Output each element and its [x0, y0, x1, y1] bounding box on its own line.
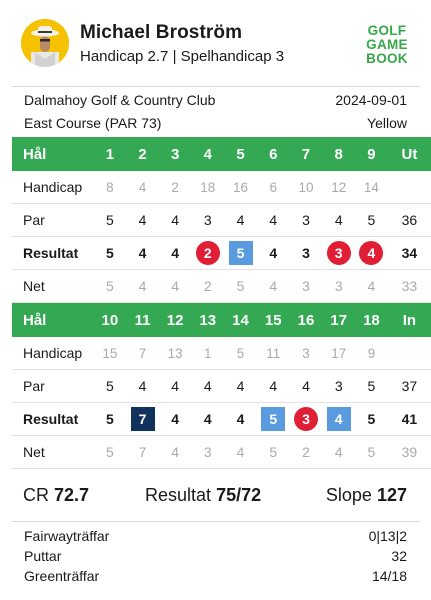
stat-value: 32	[391, 548, 407, 564]
player-avatar[interactable]	[21, 19, 69, 67]
hole-handicap: 18	[191, 171, 224, 204]
net-total: 33	[388, 270, 431, 303]
handicap-label: Handicap	[12, 171, 94, 204]
hole-par: 4	[126, 370, 159, 403]
hole-number: 15	[257, 303, 290, 338]
hole-par: 4	[191, 370, 224, 403]
hole-number-total: Ut	[388, 137, 431, 171]
hole-number: 7	[290, 137, 323, 171]
birdie-score-marker: 4	[359, 241, 383, 265]
hole-net: 4	[159, 436, 192, 469]
hole-par: 4	[224, 204, 257, 237]
hole-handicap: 1	[191, 337, 224, 370]
hole-number: 2	[126, 137, 159, 171]
hole-net: 5	[257, 436, 290, 469]
round-date: 2024-09-01	[335, 92, 407, 108]
hole-net: 4	[159, 270, 192, 303]
stat-row-greens	[0, 568, 431, 588]
result-label: Resultat	[12, 403, 94, 436]
result-value: 75/72	[216, 485, 262, 505]
hole-net: 7	[126, 436, 159, 469]
hole-result: 4	[126, 237, 159, 270]
hole-par: 4	[224, 370, 257, 403]
hole-result: 4	[224, 403, 257, 436]
par-total: 36	[388, 204, 431, 237]
hole-par: 5	[355, 204, 388, 237]
net-label: Net	[12, 270, 94, 303]
hole-handicap: 16	[224, 171, 257, 204]
hole-handicap: 14	[355, 171, 388, 204]
hole-net: 4	[257, 270, 290, 303]
birdie-score-marker: 3	[294, 407, 318, 431]
bogey-score-marker: 4	[327, 407, 351, 431]
hole-number: 11	[126, 303, 159, 338]
player-name: Michael Broström	[80, 22, 243, 43]
hole-result: 5	[94, 237, 127, 270]
logo-line-2: GAME	[366, 37, 408, 52]
hole-net: 3	[290, 270, 323, 303]
stat-value: 14/18	[371, 568, 407, 584]
logo-line-3: BOOK	[366, 51, 408, 66]
hole-handicap: 11	[257, 337, 290, 370]
slope-label: Slope	[325, 485, 372, 505]
hole-result: 4	[191, 403, 224, 436]
hole-handicap: 5	[224, 337, 257, 370]
bogey-score-marker: 5	[261, 407, 285, 431]
hole-par: 3	[322, 370, 355, 403]
stat-row-fairways	[0, 528, 431, 548]
hole-number: 16	[290, 303, 323, 338]
hole-result	[355, 237, 388, 270]
birdie-score-marker: 2	[196, 241, 220, 265]
logo-line-1: GOLF	[367, 23, 407, 38]
hole-number-total: In	[388, 303, 431, 338]
back-nine-hole-number-row	[12, 303, 431, 338]
hole-par: 4	[322, 204, 355, 237]
player-photo-icon	[21, 19, 69, 67]
stat-value: 0|13|2	[368, 528, 407, 544]
hole-net: 3	[191, 436, 224, 469]
stat-label: Puttar	[24, 548, 62, 564]
hole-net: 2	[290, 436, 323, 469]
round-summary	[0, 469, 431, 521]
total-result	[145, 485, 261, 506]
hole-net: 3	[322, 270, 355, 303]
golfgamebook-logo	[365, 24, 409, 66]
par-label: Par	[12, 370, 94, 403]
hole-par: 5	[94, 204, 127, 237]
hole-net: 2	[191, 270, 224, 303]
front-nine-handicap-row	[12, 171, 431, 204]
result-total: 34	[388, 237, 431, 270]
hole-number: 6	[257, 137, 290, 171]
hole-number: 17	[322, 303, 355, 338]
double-score-marker: 7	[131, 407, 155, 431]
hole-result	[191, 237, 224, 270]
hole-result	[257, 403, 290, 436]
tee-color: Yellow	[367, 115, 407, 131]
hole-net: 5	[224, 270, 257, 303]
result-label: Resultat	[12, 237, 94, 270]
handicap-total	[388, 337, 431, 370]
hole-net: 4	[126, 270, 159, 303]
back-nine-net-row	[12, 436, 431, 469]
hole-result: 5	[355, 403, 388, 436]
player-handicap: Handicap 2.7 | Spelhandicap 3	[80, 48, 285, 65]
hole-net: 5	[94, 270, 127, 303]
course-name: East Course (PAR 73)	[24, 115, 162, 131]
front-nine-par-row	[12, 204, 431, 237]
hole-handicap: 15	[94, 337, 127, 370]
front-nine-hole-number-row	[12, 137, 431, 171]
front-nine-result-row	[12, 237, 431, 270]
hole-par: 4	[257, 370, 290, 403]
back-nine-par-row	[12, 370, 431, 403]
hole-handicap: 4	[126, 171, 159, 204]
scorecard-table	[12, 137, 431, 469]
hole-number: 1	[94, 137, 127, 171]
handicap-label: Handicap	[12, 337, 94, 370]
round-stats	[0, 522, 431, 588]
birdie-score-marker: 3	[327, 241, 351, 265]
front-nine-net-row	[12, 270, 431, 303]
hole-par: 4	[257, 204, 290, 237]
hole-result	[322, 403, 355, 436]
hole-par: 5	[355, 370, 388, 403]
hole-handicap: 3	[290, 337, 323, 370]
hole-net: 4	[355, 270, 388, 303]
hole-handicap: 6	[257, 171, 290, 204]
result-total: 41	[388, 403, 431, 436]
back-nine-result-row	[12, 403, 431, 436]
hole-handicap: 7	[126, 337, 159, 370]
hole-par: 3	[191, 204, 224, 237]
hole-result: 4	[159, 237, 192, 270]
hole-number: 12	[159, 303, 192, 338]
hole-number: 18	[355, 303, 388, 338]
hole-par: 4	[126, 204, 159, 237]
net-total: 39	[388, 436, 431, 469]
hole-result: 4	[257, 237, 290, 270]
hole-result	[290, 403, 323, 436]
stat-label: Fairwayträffar	[24, 528, 110, 544]
hole-handicap: 17	[322, 337, 355, 370]
hole-number: 4	[191, 137, 224, 171]
hole-number: 10	[94, 303, 127, 338]
hole-number-label: Hål	[12, 137, 94, 171]
hole-handicap: 12	[322, 171, 355, 204]
hole-result	[126, 403, 159, 436]
hole-result	[322, 237, 355, 270]
hole-result	[224, 237, 257, 270]
course-rating	[23, 485, 89, 506]
hole-number: 13	[191, 303, 224, 338]
round-info	[0, 87, 431, 137]
net-label: Net	[12, 436, 94, 469]
hole-handicap: 10	[290, 171, 323, 204]
slope-value: 127	[376, 485, 407, 505]
hole-handicap: 9	[355, 337, 388, 370]
back-nine-handicap-row	[12, 337, 431, 370]
hole-handicap: 8	[94, 171, 127, 204]
hole-number: 3	[159, 137, 192, 171]
hole-par: 4	[159, 370, 192, 403]
hole-number-label: Hål	[12, 303, 94, 338]
hole-number: 5	[224, 137, 257, 171]
hole-net: 4	[322, 436, 355, 469]
handicap-total	[388, 171, 431, 204]
par-label: Par	[12, 204, 94, 237]
result-label: Resultat	[145, 485, 212, 505]
hole-par: 3	[290, 204, 323, 237]
hole-par: 4	[159, 204, 192, 237]
par-total: 37	[388, 370, 431, 403]
hole-par: 5	[94, 370, 127, 403]
cr-value: 72.7	[54, 485, 90, 505]
cr-label: CR	[23, 485, 49, 505]
hole-net: 5	[94, 436, 127, 469]
hole-net: 4	[224, 436, 257, 469]
club-name: Dalmahoy Golf & Country Club	[24, 92, 216, 108]
hole-number: 8	[322, 137, 355, 171]
stat-label: Greenträffar	[24, 568, 100, 584]
hole-handicap: 13	[159, 337, 192, 370]
hole-net: 5	[355, 436, 388, 469]
bogey-score-marker: 5	[229, 241, 253, 265]
hole-number: 14	[224, 303, 257, 338]
hole-handicap: 2	[159, 171, 192, 204]
hole-result: 4	[159, 403, 192, 436]
stat-row-putts	[0, 548, 431, 568]
slope-rating	[326, 485, 407, 506]
player-header	[0, 0, 431, 86]
hole-par: 4	[290, 370, 323, 403]
hole-result: 5	[94, 403, 127, 436]
hole-number: 9	[355, 137, 388, 171]
hole-result: 3	[290, 237, 323, 270]
